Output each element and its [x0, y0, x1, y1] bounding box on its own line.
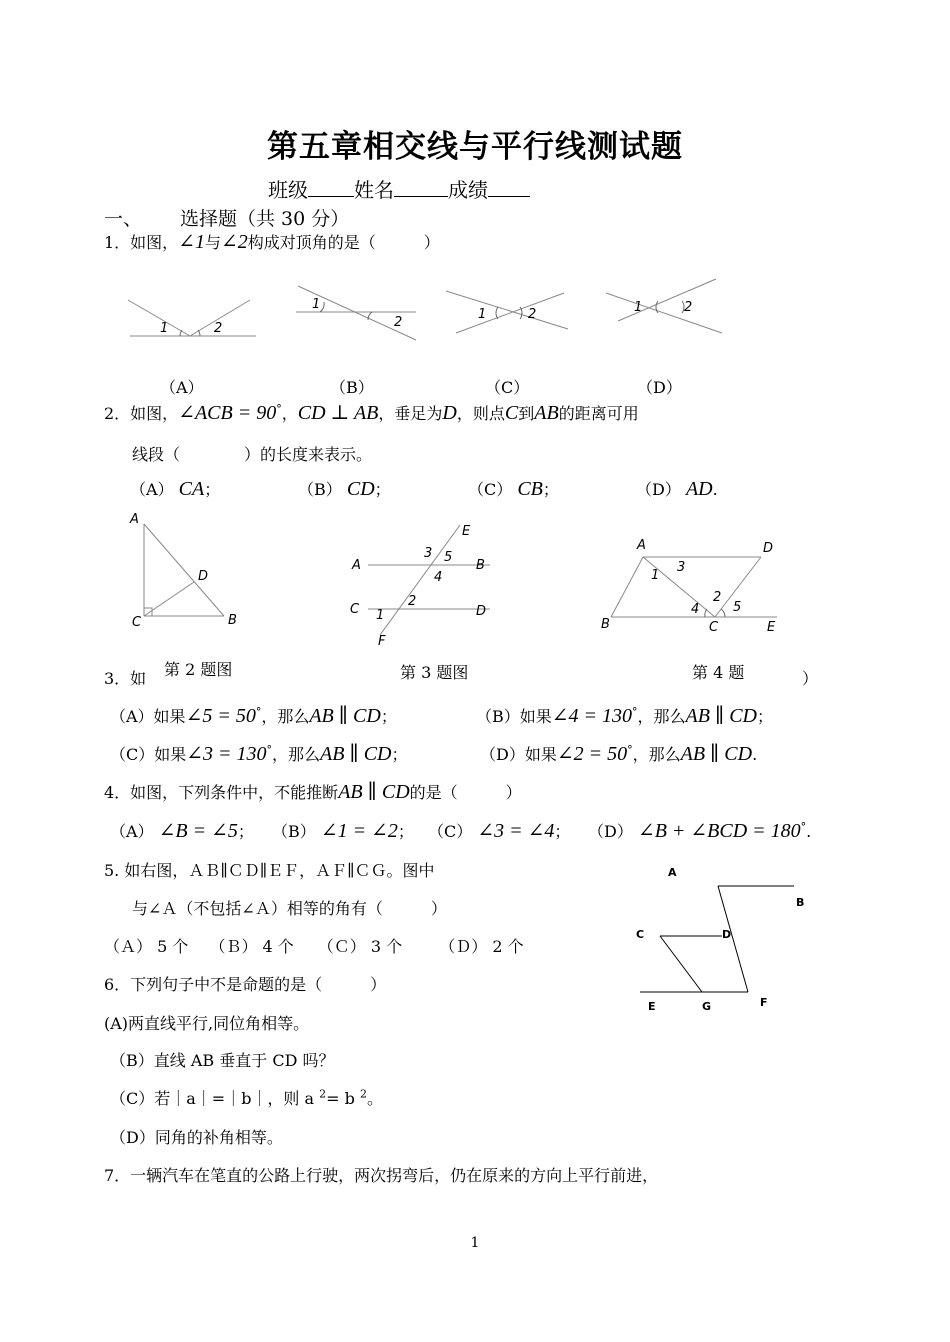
q6-option-d: （D）同角的补角相等。 [110, 1128, 283, 1147]
svg-text:C: C [350, 602, 360, 617]
q1-figure-d [598, 275, 738, 345]
question-6-stem: 6．下列句子中不是命题的是（ ） [104, 975, 387, 994]
question-5-options: （Ａ） 5 个 （Ｂ） 4 个 （Ｃ） 3 个 （Ｄ） 2 个 [104, 937, 524, 956]
figure-q3-parallel-lines [340, 515, 510, 650]
q1-figure-b [290, 282, 430, 352]
svg-text:3: 3 [677, 560, 686, 575]
svg-text:B: B [796, 896, 805, 909]
q1-option-a: （A） [160, 378, 204, 397]
svg-text:2: 2 [408, 594, 417, 609]
q2-option-b: （B） CD； [298, 478, 391, 500]
score-blank [488, 178, 530, 197]
score-label: 成绩 [448, 178, 488, 202]
svg-text:E: E [767, 620, 776, 635]
svg-text:1: 1 [160, 321, 169, 336]
svg-text:5: 5 [733, 600, 742, 615]
q6-option-b: （B）直线 AB 垂直于 CD 吗？ [110, 1051, 335, 1070]
q4-option-d: （D） ∠B + ∠BCD = 180°. [588, 820, 812, 842]
page-number: 1 [470, 1235, 480, 1251]
svg-text:1: 1 [478, 307, 487, 322]
question-3-number: 3．如 [104, 669, 147, 688]
q2-option-a: （A） CA； [130, 478, 221, 500]
page-title: 第五章相交线与平行线测试题 [267, 129, 683, 165]
svg-text:A: A [130, 512, 139, 527]
q2-option-d: （D） AD. [636, 478, 718, 500]
svg-text:E: E [648, 1000, 656, 1013]
figure-q2-triangle [120, 510, 260, 635]
q6-option-a: (A)两直线平行,同位角相等。 [104, 1014, 310, 1033]
svg-text:C: C [709, 620, 719, 635]
q1-option-d: （D） [637, 378, 682, 397]
svg-text:2: 2 [713, 590, 722, 605]
svg-text:F: F [378, 634, 386, 649]
svg-text:1: 1 [376, 608, 385, 623]
svg-text:D: D [722, 928, 732, 941]
svg-text:2: 2 [684, 300, 693, 315]
svg-text:B: B [476, 558, 485, 573]
fig4-caption: 第 4 题 [692, 663, 745, 682]
svg-text:A: A [637, 538, 646, 553]
q4-option-a: （A） ∠B = ∠5； [110, 820, 254, 842]
q1-figure-a [120, 280, 260, 350]
q1-figure-c [440, 285, 580, 355]
svg-text:4: 4 [434, 570, 443, 585]
svg-text:5: 5 [444, 550, 453, 565]
svg-text:2: 2 [528, 307, 537, 322]
svg-text:G: G [702, 1000, 712, 1013]
name-blank [394, 178, 448, 197]
q1-option-c: （C） [485, 378, 530, 397]
class-label: 班级 [268, 178, 308, 202]
svg-text:A: A [352, 558, 361, 573]
question-2-stem: 2．如图，∠ACB = 90°，CD ⊥ AB，垂足为D，则点C到AB的距离可用 [104, 402, 639, 424]
question-5-line2: 与∠Ａ（不包括∠Ａ）相等的角有（ ） [132, 899, 447, 918]
q6-option-c: （C）若｜a｜=｜b｜，则 a $^2$= b $^2$。 [110, 1087, 383, 1108]
svg-text:3: 3 [424, 546, 433, 561]
figure-q5-parallel-lines [628, 858, 818, 1018]
q3-option-c: （C）如果∠3 = 130°，那么AB ∥ CD； [110, 743, 408, 765]
svg-text:1: 1 [651, 568, 660, 583]
figure-q4-parallelogram [595, 535, 790, 635]
fig2-caption: 第 2 题图 [164, 660, 233, 679]
svg-text:F: F [760, 996, 768, 1009]
svg-text:D: D [763, 541, 774, 556]
q4-option-b: （B） ∠1 = ∠2； [272, 820, 414, 842]
question-2-line2: 线段（ ）的长度来表示。 [132, 445, 373, 464]
svg-text:B: B [228, 613, 237, 628]
svg-text:1: 1 [312, 297, 321, 312]
question-3-tail: ） [802, 669, 819, 688]
q2-option-c: （C） CB； [468, 478, 559, 500]
svg-text:2: 2 [214, 321, 223, 336]
question-5-line1: 5. 如右图，ＡＢ∥ＣＤ∥ＥＦ，ＡＦ∥ＣＧ。图中 [104, 861, 435, 880]
q3-option-b: （B）如果∠4 = 130°，那么AB ∥ CD； [476, 705, 774, 727]
svg-text:2: 2 [394, 315, 403, 330]
fig3-caption: 第 3 题图 [400, 663, 469, 682]
q4-option-c: （C） ∠3 = ∠4； [428, 820, 571, 842]
name-label: 姓名 [354, 178, 394, 202]
svg-text:E: E [462, 524, 471, 539]
question-7-stem: 7．一辆汽车在笔直的公路上行驶，两次拐弯后，仍在原来的方向上平行前进， [104, 1166, 659, 1185]
svg-text:D: D [476, 604, 487, 619]
section-one-label: 选择题（共 30 分） [180, 208, 350, 230]
class-blank [308, 178, 354, 197]
q1-option-b: （B） [330, 378, 374, 397]
svg-text:A: A [668, 866, 677, 879]
question-1-stem: 1．如图，∠1与∠2构成对顶角的是（ ） [104, 231, 440, 253]
svg-text:C: C [132, 615, 142, 630]
svg-text:C: C [636, 928, 645, 941]
q3-option-d: （D）如果∠2 = 50°，那么AB ∥ CD. [480, 743, 758, 765]
student-info-line [268, 174, 530, 203]
svg-text:1: 1 [634, 300, 643, 315]
svg-text:4: 4 [691, 602, 700, 617]
section-one-number: 一、 [104, 208, 143, 230]
svg-text:B: B [601, 617, 610, 632]
q3-option-a: （A）如果∠5 = 50°，那么AB ∥ CD； [110, 705, 397, 727]
svg-text:D: D [198, 569, 209, 584]
question-4-stem: 4．如图，下列条件中，不能推断AB ∥ CD的是（ ） [104, 781, 522, 803]
